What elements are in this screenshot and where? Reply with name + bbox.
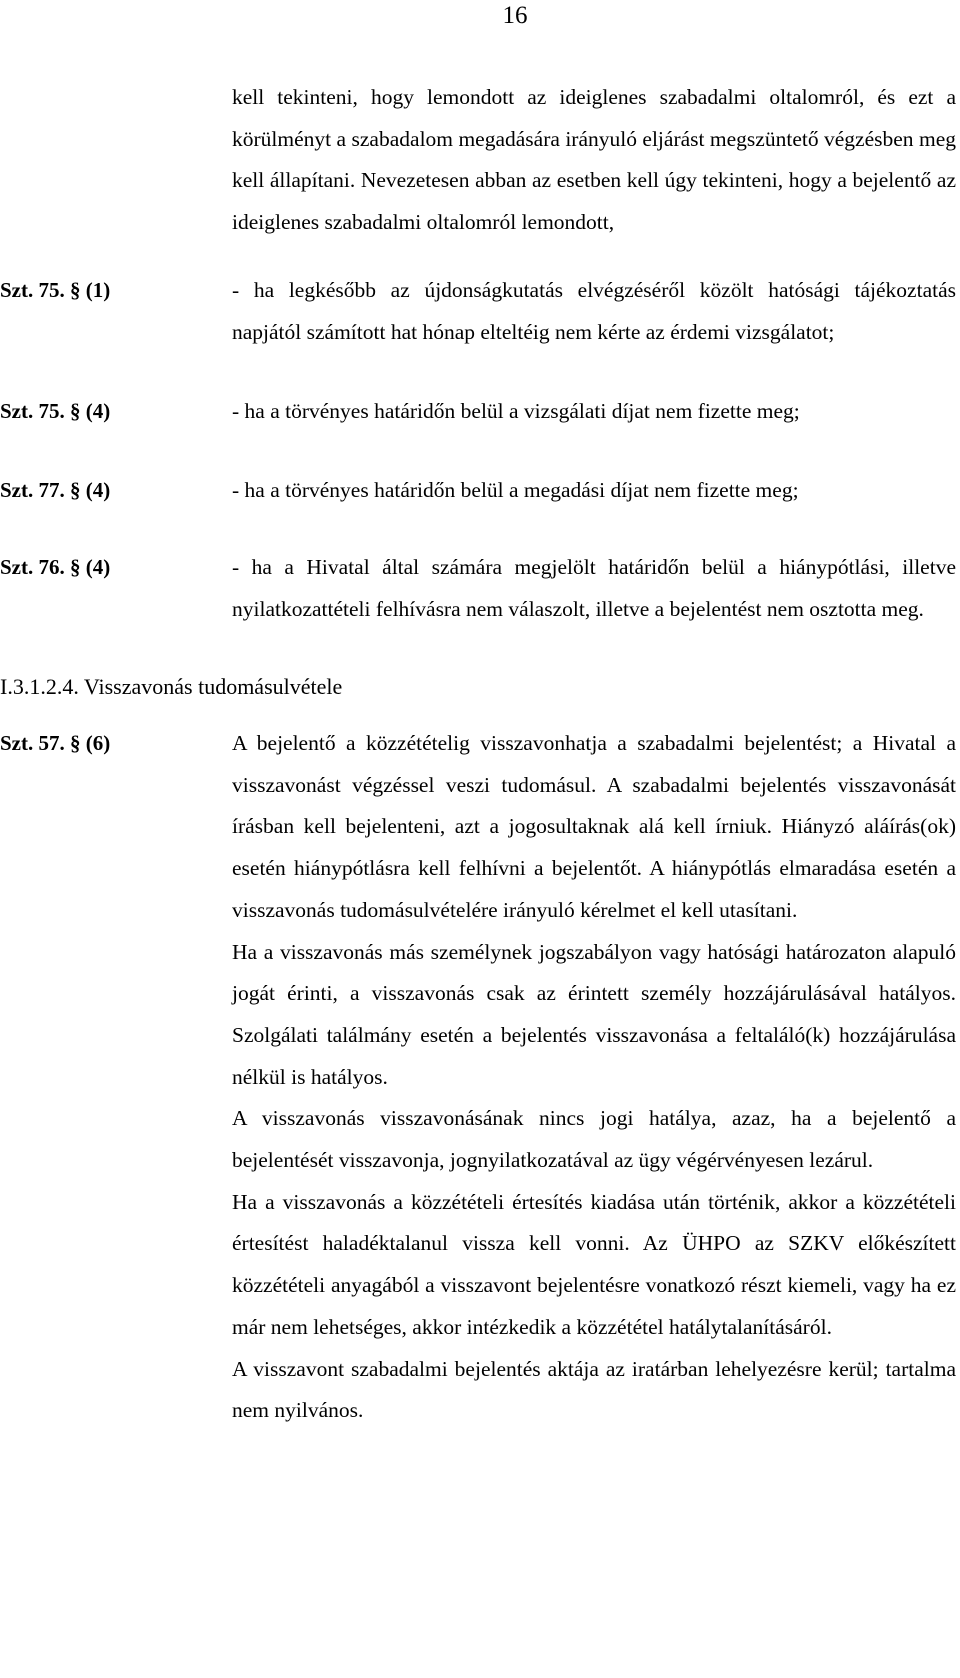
section-paragraph: A visszavont szabadalmi bejelentés aktája az iratárban lehelyezésre kerül; tartalma nem nyilvános. bbox=[232, 1356, 956, 1423]
section-paragraph: Ha a visszavonás más személynek jogszabályon vagy hatósági határozaton alapuló jogát érinti, a visszavonás csak az érintett személy hozzájárulásával hatályos. Szolgálati találmány esetén a bejelentés visszavonása a feltaláló(k) hozzájárulása nélkül is hatályos. bbox=[232, 939, 956, 1089]
section-heading: I.3.1.2.4. Visszavonás tudomásulvétele bbox=[0, 674, 343, 699]
section-paragraph: Ha a visszavonás a közzétételi értesítés kiadása után történik, akkor a közzétételi értesítést haladéktalanul vissza kell vonni. Az ÜHPO az SZKV előkészített közzétételi anyagából a visszavont bejelentésre vonatkozó részt kiemeli, vagy ha ez már nem lehetséges, akkor intézkedik a közzététel hatálytalanításáról. bbox=[232, 1189, 956, 1339]
section-body bbox=[232, 723, 956, 1432]
condition-paragraph: - ha a törvényes határidőn belül a megadási díjat nem fizette meg; bbox=[232, 478, 799, 502]
intro-text: kell tekinteni, hogy lemondott az ideiglenes szabadalmi oltalomról, és ezt a körülményt a szabadalom megadására irányuló eljárást megszüntető végzésben meg kell állapítani. Nevezetesen abban az esetben kell úgy tekinteni, hogy a bejelentő az ideiglenes szabadalmi oltalomról lemondott, bbox=[232, 85, 956, 235]
legal-reference: Szt. 75. § (1) bbox=[0, 278, 111, 302]
section-paragraph: A visszavonás visszavonásának nincs jogi hatálya, azaz, ha a bejelentő a bejelentését visszavonja, jognyilatkozatával az ügy végérvényesen lezárul. bbox=[232, 1106, 956, 1173]
condition-paragraph: - ha a Hivatal által számára megjelölt határidőn belül a hiánypótlási, illetve nyilatkozattételi felhívásra nem válaszolt, illetve a bejelentést nem osztotta meg. bbox=[232, 555, 956, 621]
condition-text bbox=[232, 270, 956, 353]
page-number: 16 bbox=[502, 2, 528, 29]
condition-paragraph: - ha legkésőbb az újdonságkutatás elvégzéséről közölt hatósági tájékoztatás napjától számított hat hónap elteltéig nem kérte az érdemi vizsgálatot; bbox=[232, 278, 956, 344]
legal-reference: Szt. 57. § (6) bbox=[0, 731, 111, 755]
condition-paragraph: - ha a törvényes határidőn belül a vizsgálati díjat nem fizette meg; bbox=[232, 399, 800, 423]
condition-text bbox=[232, 391, 956, 433]
intro-paragraph bbox=[232, 77, 956, 244]
condition-text bbox=[232, 470, 956, 512]
section-paragraph: A bejelentő a közzétételig visszavonhatja a szabadalmi bejelentést; a Hivatal a visszavonást végzéssel veszi tudomásul. A szabadalmi bejelentés visszavonását írásban kell bejelenteni, azt a jogosultaknak alá kell írniuk. Hiányzó aláírás(ok) esetén hiánypótlásra kell felhívni a bejelentőt. A hiánypótlás elmaradása esetén a visszavonás tudomásulvételére irányuló kérelmet el kell utasítani. bbox=[232, 731, 956, 922]
condition-text bbox=[232, 547, 956, 630]
legal-reference: Szt. 76. § (4) bbox=[0, 555, 111, 579]
legal-reference: Szt. 75. § (4) bbox=[0, 399, 111, 423]
legal-reference: Szt. 77. § (4) bbox=[0, 478, 111, 502]
